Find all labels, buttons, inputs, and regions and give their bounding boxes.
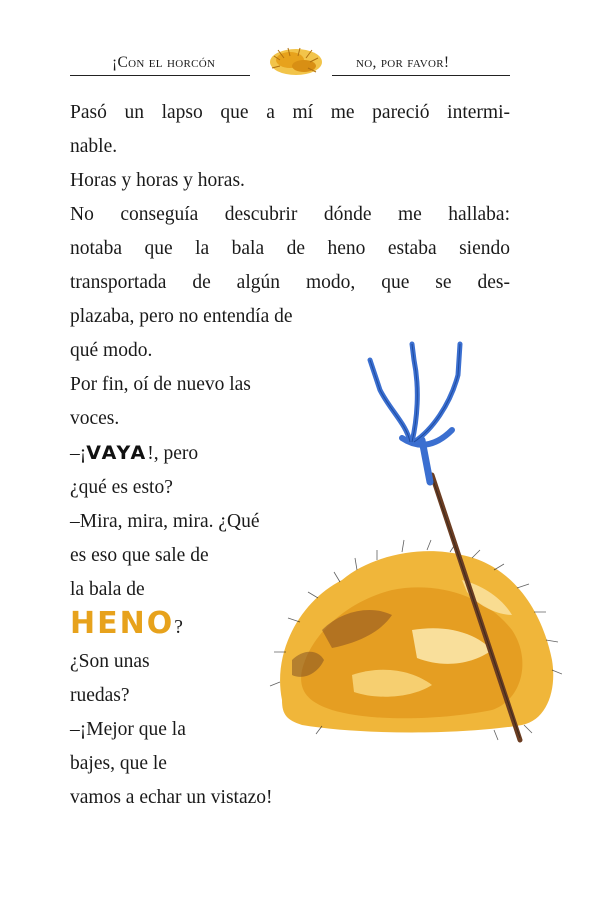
running-head-left: ¡Con el horcón bbox=[112, 54, 216, 71]
text-line: –¡Mejor que la bbox=[70, 719, 186, 740]
header-rule-right bbox=[332, 75, 510, 76]
text-line: qué modo. bbox=[70, 340, 153, 361]
haystack bbox=[270, 540, 562, 740]
dash-open: –¡ bbox=[70, 443, 87, 464]
text-fragment: !, pero bbox=[147, 443, 199, 464]
hay-ornament-icon bbox=[266, 40, 326, 80]
running-head bbox=[70, 40, 510, 80]
text-line: ¿Son unas bbox=[70, 651, 150, 672]
text-line: transportada de algún modo, que se des- bbox=[70, 272, 510, 293]
heno-word: HENO bbox=[70, 606, 175, 641]
text-line: No conseguía descubrir dónde me hallaba: bbox=[70, 204, 510, 225]
pitchfork-haystack-illustration bbox=[262, 330, 562, 750]
vaya-word: VAYA bbox=[86, 442, 148, 464]
text-line: voces. bbox=[70, 408, 120, 429]
text-line: ruedas? bbox=[70, 685, 130, 706]
text-line: Horas y horas y horas. bbox=[70, 170, 245, 191]
text-line: Pasó un lapso que a mí me pareció intermi- bbox=[70, 102, 510, 123]
text-line: plazaba, pero no entendía de bbox=[70, 306, 293, 327]
text-line: nable. bbox=[70, 136, 118, 157]
text-line: Por fin, oí de nuevo las bbox=[70, 374, 251, 395]
text-line: –Mira, mira, mira. ¿Qué bbox=[70, 511, 260, 532]
text-line: vamos a echar un vistazo! bbox=[70, 787, 273, 808]
text-line: bajes, que le bbox=[70, 753, 167, 774]
running-head-right: no, por favor! bbox=[356, 54, 450, 71]
text-line: es eso que sale de bbox=[70, 545, 209, 566]
text-line: la bala de bbox=[70, 579, 145, 600]
text-line: notaba que la bala de heno estaba siendo bbox=[70, 238, 510, 259]
header-rule-left bbox=[70, 75, 250, 76]
text-fragment: ? bbox=[174, 617, 183, 638]
text-line: ¿qué es esto? bbox=[70, 477, 173, 498]
